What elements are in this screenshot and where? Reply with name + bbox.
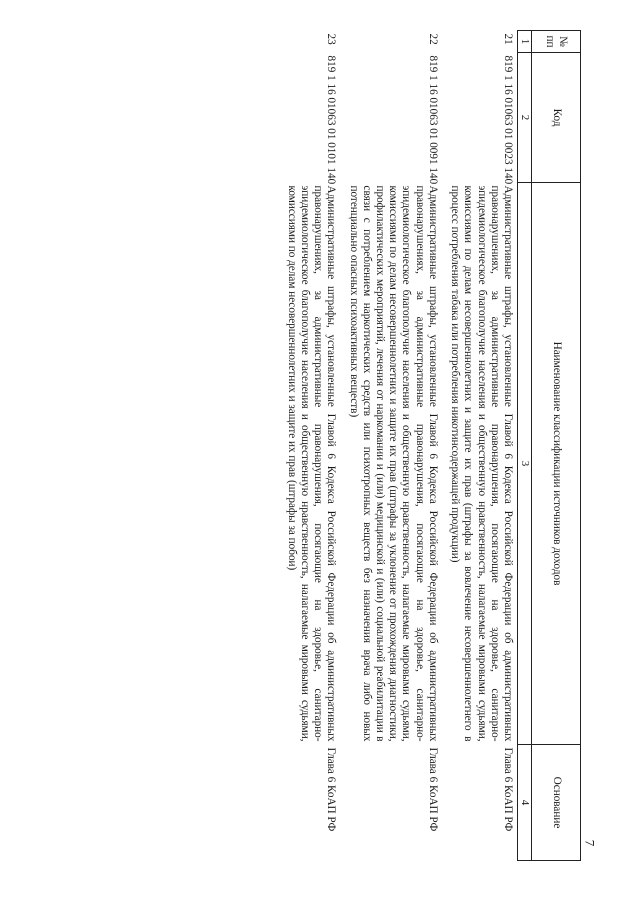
row-number: 23 (325, 33, 338, 45)
header-name: Наименование классификации источников доходов (532, 183, 581, 745)
table-row (279, 31, 341, 861)
page-number: 7 (582, 839, 598, 847)
header-code: Код (532, 53, 581, 183)
row-code: 819 1 16 01063 01 0101 140 (325, 55, 338, 185)
header-basis: Основание (532, 745, 581, 861)
table-header-row (532, 31, 581, 861)
column-number: 4 (518, 745, 532, 861)
table-row (442, 31, 518, 861)
table-row (340, 31, 442, 861)
column-number: 3 (518, 183, 532, 745)
row-name: Административные штрафы, установленные Главой 6 Кодекса Российской Федерации об административных правонарушениях, за административные правонарушения, посягающие на здоровье, санитарно-эпидемиологическое благополучие населения и общественную нравственность, налагаемые мировыми судьями, комиссиями по делам несовершеннолетних и защите их прав (штрафы за вовлечение несовершеннолетнего в процесс потребления табака или потребления никотинсодержащей продукции) (442, 183, 518, 745)
row-basis: Глава 6 КоАП РФ (426, 747, 439, 832)
rotated-page (63, 30, 581, 860)
row-code: 819 1 16 01063 01 0091 140 (426, 55, 439, 185)
income-classification-table (279, 30, 582, 861)
column-number: 2 (518, 53, 532, 183)
row-basis: Глава 6 КоАП РФ (325, 747, 338, 832)
row-number: 21 (442, 31, 518, 53)
header-num: № пп (532, 31, 581, 53)
column-number-row (518, 31, 532, 861)
column-number: 1 (518, 31, 532, 53)
row-code: 819 1 16 01063 01 0023 140 (442, 53, 518, 183)
row-name: Административные штрафы, установленные Главой 6 Кодекса Российской Федерации об административных правонарушениях, за административные правонарушения, посягающие на здоровье, санитарно-эпидемиологическое благополучие населения и общественную нравственность, налагаемые мировыми судьями, комиссиями по делам несовершеннолетних и защите их прав (штрафы за уклонение от прохождения диагностики, профилактических мероприятий, лечения от наркомании и (или) медицинской и (или) социальной реабилитации в связи с потреблением наркотических средств или психотропных веществ без назначения врача либо новых потенциально опасных психоактивных веществ) (347, 185, 439, 742)
row-name: Административные штрафы, установленные Главой 6 Кодекса Российской Федерации об административных правонарушениях, за административные правонарушения, посягающие на здоровье, санитарно-эпидемиологическое благополучие населения и общественную нравственность, налагаемые мировыми судьями, комиссиями по делам несовершеннолетних и защите их прав (штрафы за побои) (285, 185, 338, 742)
row-basis: Глава 6 КоАП РФ (442, 745, 518, 861)
row-number: 22 (426, 33, 439, 45)
